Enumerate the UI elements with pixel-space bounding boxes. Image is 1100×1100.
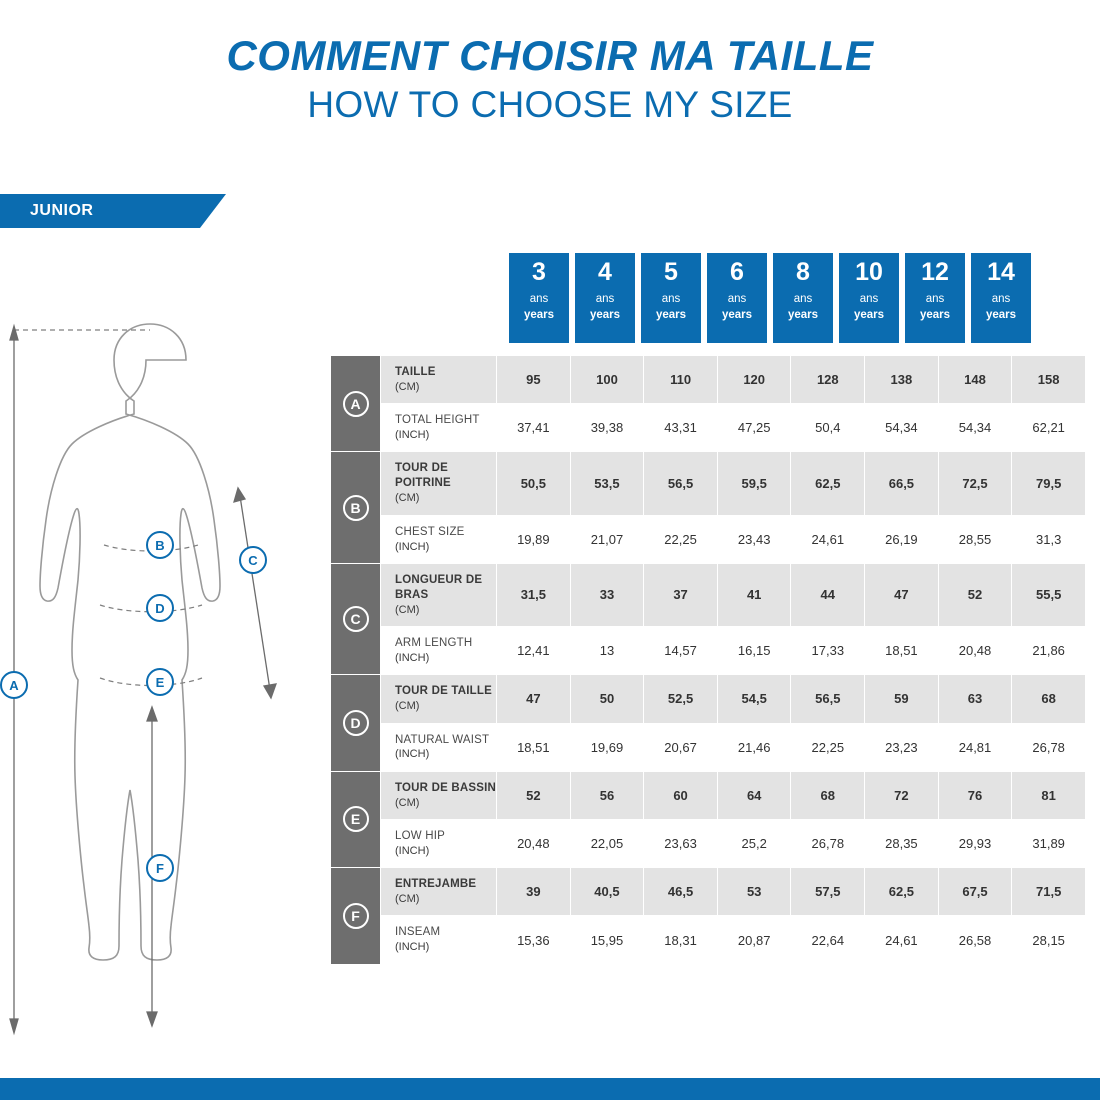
size-chip-years: years — [589, 308, 621, 321]
measurement-value: 57,5 — [791, 868, 865, 916]
measurement-value: 54,34 — [938, 404, 1012, 452]
measurement-value: 16,15 — [717, 627, 791, 675]
measurement-value: 50,5 — [497, 452, 571, 515]
measurement-value: 39 — [497, 868, 571, 916]
size-chip-number: 14 — [987, 258, 1015, 286]
table-row — [331, 404, 1086, 452]
measurement-value: 20,67 — [644, 723, 718, 771]
svg-text:B: B — [155, 538, 165, 553]
measurement-label-cell — [381, 868, 497, 916]
table-row — [331, 627, 1086, 675]
measurement-value: 41 — [717, 563, 791, 626]
measurement-unit: (INCH) — [395, 651, 430, 664]
measurement-value: 72 — [865, 771, 939, 819]
table-row — [331, 916, 1086, 964]
size-chip-number: 12 — [921, 258, 949, 286]
measurement-value: 18,31 — [644, 916, 718, 964]
measurement-value: 52 — [938, 563, 1012, 626]
size-chip-ans: ans — [727, 293, 747, 306]
size-chip-number: 5 — [664, 258, 678, 286]
measurement-letter-badge: A — [343, 391, 369, 417]
measurement-label-cell — [381, 675, 497, 723]
size-chip-number: 8 — [796, 258, 810, 286]
measurement-value: 24,61 — [865, 916, 939, 964]
banner-label: JUNIOR — [30, 202, 94, 219]
size-chip-ans: ans — [529, 293, 549, 306]
measurement-value: 158 — [1012, 356, 1086, 404]
table-row — [331, 771, 1086, 819]
measurement-letter-cell — [331, 675, 381, 771]
measurement-value: 44 — [791, 563, 865, 626]
size-chip-ans: ans — [925, 293, 945, 306]
measurement-label-cell — [381, 916, 497, 964]
measurement-value: 56,5 — [791, 675, 865, 723]
measurement-value: 63 — [938, 675, 1012, 723]
measurement-value: 22,25 — [791, 723, 865, 771]
measurement-label: TAILLE — [395, 366, 436, 378]
table-row — [331, 675, 1086, 723]
measurement-value: 95 — [497, 356, 571, 404]
svg-text:A: A — [9, 678, 19, 693]
measurement-label-cell — [381, 627, 497, 675]
measurement-value: 14,57 — [644, 627, 718, 675]
measurement-value: 31,89 — [1012, 819, 1086, 867]
measurement-value: 23,63 — [644, 819, 718, 867]
measurement-unit: (CM) — [395, 700, 420, 713]
measurement-value: 37,41 — [497, 404, 571, 452]
measurement-letter-cell — [331, 356, 381, 452]
measurement-label: NATURAL WAIST — [395, 733, 490, 746]
measurement-value: 20,87 — [717, 916, 791, 964]
measurement-label: LONGUEUR DE BRAS — [395, 573, 483, 601]
footer-bar — [0, 1078, 1100, 1100]
measurement-value: 62,5 — [791, 452, 865, 515]
table-row — [331, 723, 1086, 771]
measurement-value: 31,3 — [1012, 515, 1086, 563]
measurement-value: 26,58 — [938, 916, 1012, 964]
size-chip-years: years — [721, 308, 753, 321]
measurement-letter-cell — [331, 563, 381, 674]
body-figure-diagram — [0, 300, 330, 1050]
measurement-value: 26,78 — [1012, 723, 1086, 771]
measurement-value: 19,69 — [570, 723, 644, 771]
measurement-letter-cell — [331, 452, 381, 563]
size-chip-years: years — [853, 308, 885, 321]
page-header — [0, 0, 1100, 127]
svg-text:D: D — [155, 601, 165, 616]
banner-arrow-shape — [200, 194, 226, 228]
measurement-value: 60 — [644, 771, 718, 819]
measurement-value: 28,55 — [938, 515, 1012, 563]
table-row — [331, 819, 1086, 867]
measurement-value: 62,5 — [865, 868, 939, 916]
size-chip — [641, 253, 701, 343]
measurement-unit: (INCH) — [395, 941, 430, 954]
size-chip-number: 3 — [532, 258, 546, 286]
size-chip-years: years — [787, 308, 819, 321]
measurement-letter-badge: C — [343, 606, 369, 632]
size-chip-number: 10 — [855, 258, 883, 286]
size-chip — [839, 253, 899, 343]
measurement-label-cell — [381, 723, 497, 771]
measurement-letter-badge: D — [343, 710, 369, 736]
measurement-value: 64 — [717, 771, 791, 819]
measurement-value: 54,5 — [717, 675, 791, 723]
category-banner — [0, 194, 1100, 228]
measurement-unit: (CM) — [395, 492, 420, 505]
measurement-label: TOUR DE POITRINE — [395, 462, 451, 490]
measurement-value: 56,5 — [644, 452, 718, 515]
table-row — [331, 515, 1086, 563]
measurement-value: 24,61 — [791, 515, 865, 563]
measurement-value: 18,51 — [497, 723, 571, 771]
measurement-label: CHEST SIZE — [395, 525, 465, 538]
measurement-label-cell — [381, 771, 497, 819]
measurement-value: 50 — [570, 675, 644, 723]
measurement-value: 28,35 — [865, 819, 939, 867]
measurement-value: 21,46 — [717, 723, 791, 771]
measurement-unit: (INCH) — [395, 844, 430, 857]
measurement-value: 47 — [497, 675, 571, 723]
measurement-value: 53,5 — [570, 452, 644, 515]
table-row — [331, 563, 1086, 626]
measurement-value: 138 — [865, 356, 939, 404]
measurement-value: 53 — [717, 868, 791, 916]
measurement-value: 59 — [865, 675, 939, 723]
measurement-label-cell — [381, 452, 497, 515]
measurement-label: TOUR DE BASSIN — [395, 781, 497, 794]
measurement-value: 59,5 — [717, 452, 791, 515]
svg-text:E: E — [155, 675, 165, 690]
measurement-label: LOW HIP — [395, 829, 445, 842]
size-chip-ans: ans — [661, 293, 681, 306]
table-row — [331, 452, 1086, 515]
measurement-value: 37 — [644, 563, 718, 626]
size-chip-years: years — [919, 308, 951, 321]
measurement-letter-cell — [331, 771, 381, 867]
measurement-value: 21,07 — [570, 515, 644, 563]
measurement-value: 26,78 — [791, 819, 865, 867]
measurement-value: 62,21 — [1012, 404, 1086, 452]
measurement-value: 17,33 — [791, 627, 865, 675]
measurement-value: 22,25 — [644, 515, 718, 563]
measurement-value: 47,25 — [717, 404, 791, 452]
measurement-value: 28,15 — [1012, 916, 1086, 964]
measurement-value: 66,5 — [865, 452, 939, 515]
measurement-label-cell — [381, 356, 497, 404]
measurement-value: 13 — [570, 627, 644, 675]
measurement-label-cell — [381, 404, 497, 452]
size-table — [330, 355, 1086, 965]
measurement-value: 26,19 — [865, 515, 939, 563]
size-table-wrapper — [330, 355, 1086, 965]
measurement-value: 23,23 — [865, 723, 939, 771]
size-chip — [707, 253, 767, 343]
measurement-value: 39,38 — [570, 404, 644, 452]
size-header-row — [509, 253, 1031, 343]
measurement-letter-badge: B — [343, 495, 369, 521]
measurement-letter-badge: E — [343, 806, 369, 832]
measurement-value: 40,5 — [570, 868, 644, 916]
measurement-unit: (INCH) — [395, 429, 430, 442]
page-title-en: HOW TO CHOOSE MY SIZE — [307, 84, 793, 126]
size-chip-ans: ans — [991, 293, 1011, 306]
measurement-value: 20,48 — [497, 819, 571, 867]
measurement-value: 15,36 — [497, 916, 571, 964]
measurement-value: 43,31 — [644, 404, 718, 452]
table-row — [331, 356, 1086, 404]
page-title-fr: COMMENT CHOISIR MA TAILLE — [226, 32, 874, 79]
measurement-label: TOUR DE TAILLE — [395, 685, 492, 698]
measurement-label-cell — [381, 515, 497, 563]
measurement-value: 52,5 — [644, 675, 718, 723]
measurement-value: 12,41 — [497, 627, 571, 675]
measurement-value: 76 — [938, 771, 1012, 819]
measurement-label: INSEAM — [395, 926, 441, 939]
measurement-value: 19,89 — [497, 515, 571, 563]
measurement-value: 22,05 — [570, 819, 644, 867]
measurement-value: 25,2 — [717, 819, 791, 867]
size-chip — [905, 253, 965, 343]
svg-text:C: C — [248, 553, 258, 568]
size-chip-ans: ans — [793, 293, 813, 306]
measurement-value: 22,64 — [791, 916, 865, 964]
svg-text:F: F — [156, 861, 164, 876]
table-row — [331, 868, 1086, 916]
measurement-label-cell — [381, 563, 497, 626]
measurement-value: 72,5 — [938, 452, 1012, 515]
size-chip-number: 4 — [598, 258, 612, 286]
measurement-label: ENTREJAMBE — [395, 878, 477, 891]
measurement-value: 50,4 — [791, 404, 865, 452]
measurement-value: 29,93 — [938, 819, 1012, 867]
measurement-value: 52 — [497, 771, 571, 819]
measurement-value: 55,5 — [1012, 563, 1086, 626]
measurement-value: 20,48 — [938, 627, 1012, 675]
measurement-value: 68 — [1012, 675, 1086, 723]
measurement-value: 68 — [791, 771, 865, 819]
size-chip-number: 6 — [730, 258, 744, 286]
measurement-value: 31,5 — [497, 563, 571, 626]
measurement-value: 67,5 — [938, 868, 1012, 916]
measurement-unit: (CM) — [395, 796, 420, 809]
measurement-value: 21,86 — [1012, 627, 1086, 675]
measurement-value: 47 — [865, 563, 939, 626]
size-chip-years: years — [985, 308, 1017, 321]
measurement-unit: (CM) — [395, 603, 420, 616]
measurement-unit: (CM) — [395, 893, 420, 906]
measurement-value: 71,5 — [1012, 868, 1086, 916]
size-chip-years: years — [523, 308, 555, 321]
measurement-value: 18,51 — [865, 627, 939, 675]
size-chip-ans: ans — [595, 293, 615, 306]
measurement-value: 23,43 — [717, 515, 791, 563]
measurement-letter-cell — [331, 868, 381, 964]
measurement-value: 128 — [791, 356, 865, 404]
measurement-value: 15,95 — [570, 916, 644, 964]
measurement-value: 56 — [570, 771, 644, 819]
measurement-value: 120 — [717, 356, 791, 404]
measurement-letter-badge: F — [343, 903, 369, 929]
measurement-value: 33 — [570, 563, 644, 626]
measurement-unit: (CM) — [395, 380, 420, 393]
measurement-label-cell — [381, 819, 497, 867]
silhouette-svg — [0, 300, 330, 1050]
measurement-value: 110 — [644, 356, 718, 404]
measurement-value: 54,34 — [865, 404, 939, 452]
measurement-value: 46,5 — [644, 868, 718, 916]
measurement-value: 79,5 — [1012, 452, 1086, 515]
measurement-value: 24,81 — [938, 723, 1012, 771]
measurement-label: ARM LENGTH — [395, 637, 473, 650]
measurement-value: 81 — [1012, 771, 1086, 819]
measurement-unit: (INCH) — [395, 748, 430, 761]
size-chip — [971, 253, 1031, 343]
size-chip — [509, 253, 569, 343]
size-chip-ans: ans — [859, 293, 879, 306]
measurement-value: 148 — [938, 356, 1012, 404]
size-chip — [773, 253, 833, 343]
size-chip-years: years — [655, 308, 687, 321]
measurement-label: TOTAL HEIGHT — [395, 414, 480, 427]
measurement-unit: (INCH) — [395, 540, 430, 553]
size-chip — [575, 253, 635, 343]
measurement-value: 100 — [570, 356, 644, 404]
